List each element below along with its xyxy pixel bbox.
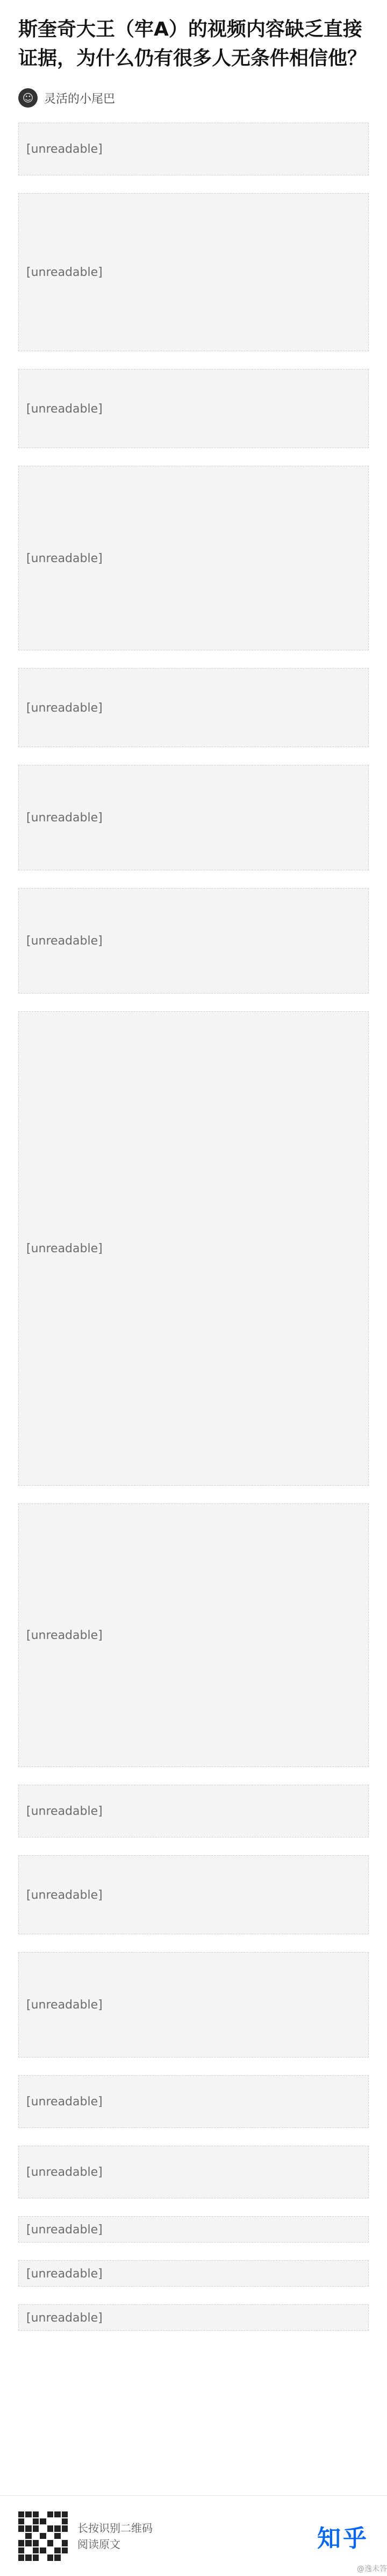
avatar[interactable] bbox=[18, 88, 38, 108]
qr-code-icon[interactable] bbox=[18, 2511, 68, 2561]
unreadable-paragraph-17: [unreadable] bbox=[18, 2304, 369, 2331]
avatar-icon: ☺ bbox=[22, 91, 34, 104]
paragraph-4 bbox=[18, 466, 369, 650]
paragraph-11 bbox=[18, 1855, 369, 1934]
share-footer bbox=[0, 2495, 387, 2576]
paragraph-5 bbox=[18, 668, 369, 747]
unreadable-paragraph-6: [unreadable] bbox=[18, 765, 369, 870]
unreadable-paragraph-7: [unreadable] bbox=[18, 888, 369, 994]
qr-subcaption: 阅读原文 bbox=[77, 2537, 120, 2551]
paragraph-10 bbox=[18, 1785, 369, 1837]
unreadable-paragraph-4: [unreadable] bbox=[18, 466, 369, 650]
unreadable-paragraph-8: [unreadable] bbox=[18, 1011, 369, 1486]
unreadable-paragraph-10: [unreadable] bbox=[18, 1785, 369, 1837]
paragraph-2 bbox=[18, 193, 369, 351]
paragraph-8 bbox=[18, 1011, 369, 1486]
paragraph-15 bbox=[18, 2216, 369, 2243]
unreadable-paragraph-15: [unreadable] bbox=[18, 2216, 369, 2243]
unreadable-paragraph-11: [unreadable] bbox=[18, 1855, 369, 1934]
article-title: 斯奎奇大王（牢A）的视频内容缺乏直接证据，为什么仍有很多人无条件相信他？ bbox=[18, 18, 367, 69]
paragraph-3 bbox=[18, 369, 369, 448]
qr-caption-block bbox=[77, 2520, 153, 2552]
paragraph-13 bbox=[18, 2075, 369, 2128]
unreadable-paragraph-1: [unreadable] bbox=[18, 123, 369, 175]
paragraph-9 bbox=[18, 1503, 369, 1767]
unreadable-paragraph-12: [unreadable] bbox=[18, 1952, 369, 2057]
unreadable-paragraph-5: [unreadable] bbox=[18, 668, 369, 747]
paragraph-6 bbox=[18, 765, 369, 870]
watermark: @逸未答 bbox=[357, 2565, 387, 2573]
author-row[interactable] bbox=[18, 87, 369, 109]
unreadable-paragraph-3: [unreadable] bbox=[18, 369, 369, 448]
unreadable-paragraph-16: [unreadable] bbox=[18, 2260, 369, 2287]
unreadable-paragraph-9: [unreadable] bbox=[18, 1503, 369, 1767]
paragraph-16 bbox=[18, 2260, 369, 2287]
unreadable-paragraph-2: [unreadable] bbox=[18, 193, 369, 351]
paragraph-17 bbox=[18, 2304, 369, 2331]
unreadable-paragraph-13: [unreadable] bbox=[18, 2075, 369, 2128]
paragraph-12 bbox=[18, 1952, 369, 2057]
brand-logo: 知乎 bbox=[317, 2524, 369, 2552]
paragraph-14 bbox=[18, 2146, 369, 2198]
unreadable-paragraph-14: [unreadable] bbox=[18, 2146, 369, 2198]
qr-caption: 长按识别二维码 bbox=[77, 2521, 153, 2535]
paragraph-1 bbox=[18, 123, 369, 175]
author-name[interactable]: 灵活的小尾巴 bbox=[44, 92, 116, 106]
article-body bbox=[18, 123, 369, 2331]
paragraph-7 bbox=[18, 888, 369, 994]
